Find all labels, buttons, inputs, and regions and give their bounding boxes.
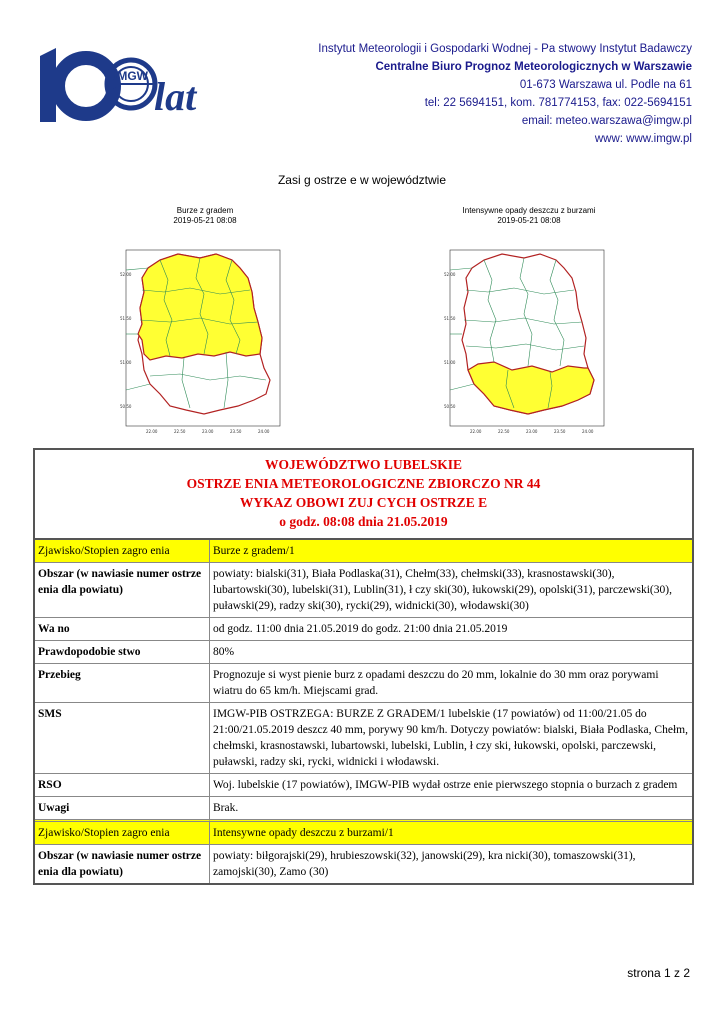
lon-tick: 23.00 — [526, 429, 538, 434]
table-row — [35, 702, 692, 773]
lon-tick: 22.00 — [470, 429, 482, 434]
row-value: od godz. 11:00 dnia 21.05.2019 do godz. 21:00 dnia 21.05.2019 — [210, 617, 692, 640]
lon-tick: 24.00 — [258, 429, 270, 434]
lat-tick: 50.50 — [444, 404, 456, 409]
province-name: WOJEWÓDZTWO LUBELSKIE — [265, 457, 462, 472]
lon-tick: 22.00 — [146, 429, 158, 434]
row-label: SMS — [35, 702, 210, 773]
map-lubelskie-rain — [444, 230, 614, 440]
phone: tel: 22 5694151, kom. 781774153, fax: 022-5694151 — [424, 97, 692, 109]
institute-name: Instytut Meteorologii i Gospodarki Wodnej - Pa stwowy Instytut Badawczy — [318, 43, 692, 55]
table-row — [35, 844, 692, 883]
imgw-logo — [38, 44, 218, 128]
row-value: Prognozuje si wyst pienie burz z opadami deszczu do 20 mm, lokalnie do 30 mm oraz porywami wiatru do 65 km/h. Miejscami grad. — [210, 663, 692, 702]
lon-tick: 24.00 — [582, 429, 594, 434]
row-label: Uwagi — [35, 796, 210, 819]
map-date: 2019-05-21 08:08 — [497, 216, 561, 225]
row-label: Zjawisko/Stopien zagro enia — [35, 819, 210, 844]
warning-list-title: WYKAZ OBOWI ZUJ CYCH OSTRZE E — [239, 495, 488, 510]
lon-tick: 23.50 — [230, 429, 242, 434]
lat-tick: 51.50 — [444, 316, 456, 321]
table-row — [35, 773, 692, 796]
table-row — [35, 562, 692, 617]
row-label: Obszar (w nawiasie numer ostrze enia dla powiatu) — [35, 562, 210, 617]
row-value: Woj. lubelskie (17 powiatów), IMGW-PIB wydał ostrze enie pierwszego stopnia o burzach z gradem — [210, 773, 692, 796]
map-heavy-rain — [444, 206, 614, 440]
page-number: strona 1 z 2 — [627, 966, 690, 980]
logo-text: IMGW — [114, 69, 148, 83]
imgw-100-years-logo-icon — [38, 44, 218, 128]
warning-header — [35, 450, 692, 540]
row-label: RSO — [35, 773, 210, 796]
warning-panel — [33, 448, 694, 885]
map-storms-hail — [120, 206, 290, 440]
row-value: Burze z gradem/1 — [210, 540, 692, 562]
row-label: Zjawisko/Stopien zagro enia — [35, 540, 210, 562]
lon-tick: 23.50 — [554, 429, 566, 434]
email[interactable]: email: meteo.warszawa@imgw.pl — [521, 115, 692, 127]
page-subtitle: Zasi g ostrze e w województwie — [277, 173, 447, 187]
map-date: 2019-05-21 08:08 — [173, 216, 237, 225]
row-value: powiaty: biłgorajski(29), hrubieszowski(32), janowski(29), kra nicki(30), tomaszowski(31), zamojski(30), Zamo (30) — [210, 844, 692, 883]
row-value: IMGW-PIB OSTRZEGA: BURZE Z GRADEM/1 lubelskie (17 powiatów) od 11:00/21.05 do 21:00/21.05.2019 deszcz 40 mm, porywy 90 km/h. Dotyczy powiatów: bialski, Biała Podlaska, Chełm, chełmski, krasnostawski, lubartowski, lubelski, Lublin, ł czy ski, łukowski, opolski, parczewski, puławski, radzy ski, rycki, widnicki i włodawski. — [210, 702, 692, 773]
warning-table — [35, 540, 692, 883]
lat-tick: 51.50 — [120, 316, 132, 321]
row-value: 80% — [210, 640, 692, 663]
lat-tick: 51.00 — [444, 360, 456, 365]
lon-tick: 22.50 — [498, 429, 510, 434]
institute-header — [318, 40, 692, 148]
map-lubelskie-storms — [120, 230, 290, 440]
table-row — [35, 663, 692, 702]
lon-tick: 22.50 — [174, 429, 186, 434]
lon-tick: 23.00 — [202, 429, 214, 434]
map-title: Intensywne opady deszczu z burzami — [462, 206, 596, 215]
warning-number: OSTRZE ENIA METEOROLOGICZNE ZBIORCZO NR 44 — [186, 476, 541, 491]
lat-tick: 52.00 — [444, 272, 456, 277]
website[interactable]: www: www.imgw.pl — [594, 133, 692, 145]
table-row — [35, 540, 692, 562]
row-value: Intensywne opady deszczu z burzami/1 — [210, 819, 692, 844]
table-row — [35, 617, 692, 640]
lat-tick: 50.50 — [120, 404, 132, 409]
table-row — [35, 819, 692, 844]
logo-suffix: lat — [154, 74, 197, 119]
warning-time: o godz. 08:08 dnia 21.05.2019 — [279, 514, 448, 529]
address: 01-673 Warszawa ul. Podle na 61 — [519, 79, 692, 91]
row-label: Prawdopodobie stwo — [35, 640, 210, 663]
table-row — [35, 640, 692, 663]
row-label: Obszar (w nawiasie numer ostrze enia dla powiatu) — [35, 844, 210, 883]
lat-tick: 51.00 — [120, 360, 132, 365]
lat-tick: 52.00 — [120, 272, 132, 277]
row-label: Przebieg — [35, 663, 210, 702]
map-title: Burze z gradem — [176, 206, 234, 215]
row-value: Brak. — [210, 796, 692, 819]
row-value: powiaty: bialski(31), Biała Podlaska(31), Chełm(33), chełmski(33), krasnostawski(30), lubartowski(30), lubelski(31), Lublin(31), ł czy ski(30), łukowski(29), opolski(31), parczewski(30), puławski(29), radzy ski(30), rycki(29), widnicki(30), włodawski(30) — [210, 562, 692, 617]
row-label: Wa no — [35, 617, 210, 640]
table-row — [35, 796, 692, 819]
bureau-name: Centralne Biuro Prognoz Meteorologicznych w Warszawie — [375, 61, 692, 73]
